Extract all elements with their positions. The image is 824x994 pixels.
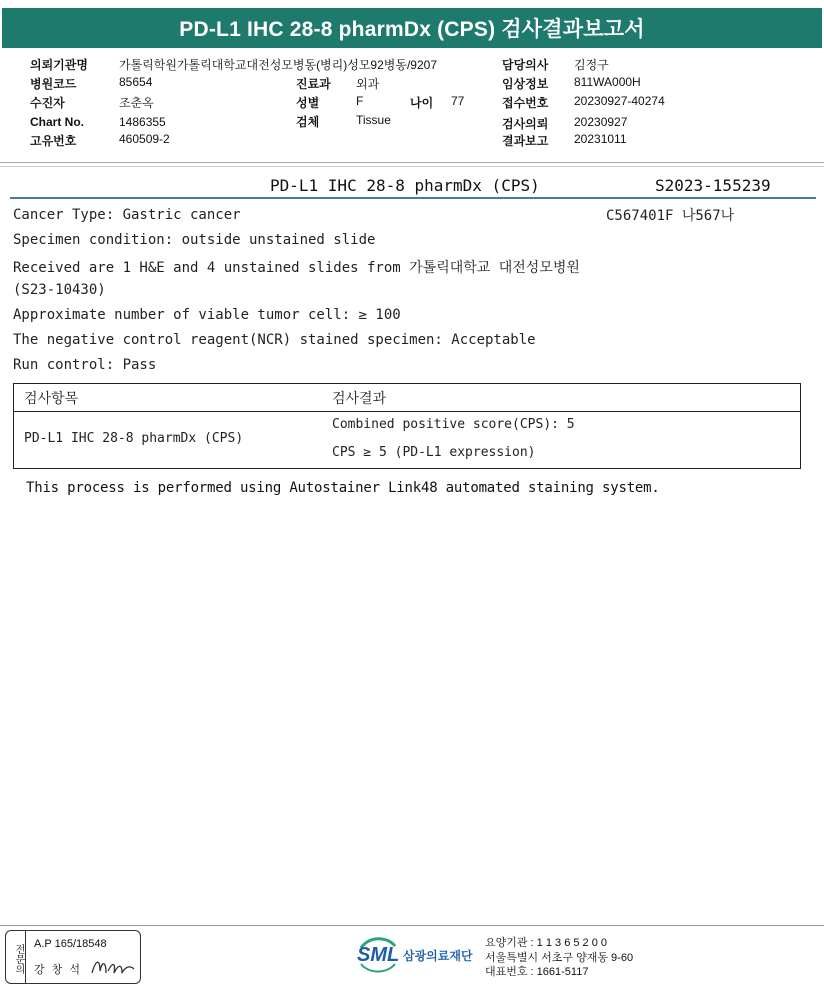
hospital-code-label: 병원코드 (30, 77, 77, 91)
hospital-code-value: 85654 (119, 75, 153, 89)
specimen-label: 검체 (296, 115, 320, 129)
report-title: PD-L1 IHC 28-8 pharmDx (CPS) 검사결과보고서 (2, 8, 822, 48)
header-divider-2 (0, 166, 824, 167)
cancer-type-line: Cancer Type: Gastric cancer (13, 207, 241, 223)
clinical-info-value: 811WA000H (574, 75, 641, 89)
result-table (13, 383, 801, 469)
unique-no-value: 460509-2 (119, 132, 170, 146)
specimen-value: Tissue (356, 113, 391, 127)
sml-logo-text: SML (357, 944, 400, 966)
header-divider (0, 162, 824, 163)
stamp-name: 강 창 석 (34, 964, 82, 976)
age-value: 77 (451, 94, 465, 108)
recipient-value: 조춘옥 (119, 96, 154, 110)
signature-icon (90, 955, 136, 979)
heading-underline (10, 197, 816, 199)
table-header-result: 검사결과 (332, 391, 387, 407)
sex-value: F (356, 94, 364, 108)
dept-value: 외과 (356, 77, 380, 91)
org-name: 삼광의료재단 (403, 949, 473, 963)
sex-label: 성별 (296, 96, 320, 110)
ref-code: C567401F 나567나 (606, 208, 735, 224)
institution-value: 가톨릭학원가톨릭대학교대전성모병동(병리)성모92병동/9207 (119, 58, 437, 72)
unique-no-label: 고유번호 (30, 134, 77, 148)
stamp-side-label: 전문의 (6, 931, 26, 983)
org-info (485, 936, 633, 980)
chart-no-label: Chart No. (30, 115, 84, 129)
patient-info-header (0, 52, 824, 162)
dept-label: 진료과 (296, 77, 331, 91)
receipt-no-value: 20230927-40274 (574, 94, 665, 108)
run-control-line: Run control: Pass (13, 357, 157, 373)
table-result-score: Combined positive score(CPS): 5 (332, 417, 575, 432)
report-date-label: 결과보고 (502, 134, 549, 148)
pathologist-stamp (5, 930, 141, 984)
request-date-value: 20230927 (574, 115, 628, 129)
recipient-label: 수진자 (30, 96, 65, 110)
org-address: 서울특별시 서초구 양재동 9-60 (485, 951, 634, 964)
institution-label: 의뢰기관명 (30, 58, 88, 72)
table-result-expression: CPS ≥ 5 (PD-L1 expression) (332, 445, 536, 460)
table-header-item: 검사항목 (24, 391, 79, 407)
report-id: S2023-155239 (655, 176, 771, 195)
case-number-line: (S23-10430) (13, 282, 106, 298)
sml-logo (355, 934, 475, 974)
clinical-info-label: 임상정보 (502, 77, 549, 91)
process-note: This process is performed using Autostainer Link48 automated staining system. (26, 480, 660, 496)
specimen-condition-line: Specimen condition: outside unstained slide (13, 232, 376, 248)
stamp-license: A.P 165/18548 (34, 938, 107, 950)
received-line: Received are 1 H&E and 4 unstained slides from 가톨릭대학교 대전성모병원 (13, 260, 580, 276)
test-name-heading: PD-L1 IHC 28-8 pharmDx (CPS) (270, 176, 540, 195)
table-header-divider (14, 411, 800, 412)
chart-no-value: 1486355 (119, 115, 166, 129)
age-label: 나이 (410, 96, 434, 110)
footer-divider (0, 925, 824, 926)
org-code: 요양기관 : 1 1 3 6 5 2 0 0 (485, 937, 608, 949)
table-item-name: PD-L1 IHC 28-8 pharmDx (CPS) (24, 431, 244, 446)
tumor-cell-line: Approximate number of viable tumor cell: ≥ 100 (13, 307, 401, 323)
org-phone: 대표번호 : 1661-5117 (485, 966, 589, 978)
receipt-no-label: 접수번호 (502, 96, 549, 110)
ncr-line: The negative control reagent(NCR) stained specimen: Acceptable (13, 332, 536, 348)
report-date-value: 20231011 (574, 132, 627, 146)
request-date-label: 검사의뢰 (502, 117, 549, 131)
doctor-value: 김정구 (574, 58, 609, 72)
doctor-label: 담당의사 (502, 58, 549, 72)
